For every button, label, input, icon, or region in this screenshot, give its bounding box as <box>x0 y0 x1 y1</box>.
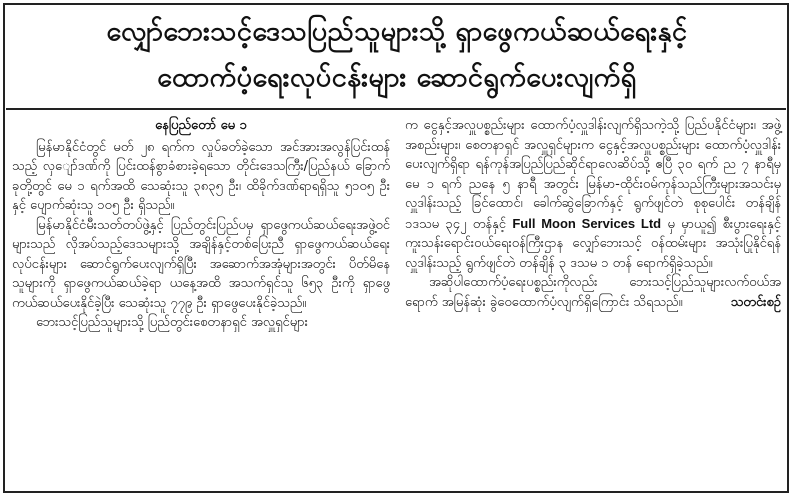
donations-text-cont: မှ မှာယူ၍ စီးပွားရေးနှင့် ကူးသန်းရောင်းဝယ်ရေးဝန်ကြီးဌာန လျှော်ဘေးသင့် ဝန်ထမ်းများ အသုံးပြုနိုင်ရန် လှူဒါန်းသည့် ရွက်ဖျင်တဲ တန်ချိန် ၃ ဒသမ ၁ တန် ရောက်ရှိခဲ့သည်။ <box>405 216 782 271</box>
article-column-right <box>405 116 781 313</box>
donations-text: က ငွေနှင့်အလှူပစ္စည်းများ ထောက်ပံ့လှူဒါန်းလျက်ရှိသကဲ့သို့ ပြည်ပနိုင်ငံများ၊ အဖွဲ့အစည်းများ၊ စေတနာရှင် အလှူရှင်များက ငွေနှင့်အလှူပစ္စည်းများ ထောက်ပံ့လှူဒါန်းပေးလျက်ရှိရာ ရန်ကုန်အပြည်ပြည်ဆိုင်ရာလေဆိပ်သို့ ဧပြီ ၃၀ ရက် ည ၇ နာရီမှ မေ ၁ ရက် ညနေ ၅ နာရီ အတွင်း မြန်မာ-ထိုင်းဝမ်ကုန်သည်ကြီးများအသင်းမှ လှူဒါန်းသည့် ခြင်ထောင်၊ ခေါက်ဆွဲခြောက်နှင့် ရွက်ဖျင်တဲ စုစုပေါင်း တန်ချိန် ၁ဒသမ ၃၄၂ တန်နှင့် <box>405 118 781 232</box>
paragraph-donors-start: ဘေးသင့်ပြည်သူများသို့ ပြည်တွင်းစေတနာရှင် အလှူရှင်များ <box>36 315 308 330</box>
dateline: နေပြည်တော် မေ ၁ <box>155 118 247 133</box>
paragraph-donations <box>405 116 781 273</box>
company-name: Full Moon Services Ltd <box>512 215 662 231</box>
paragraph-casualties: မြန်မာနိုင်ငံတွင် မတ် ၂၈ ရက်က လှုပ်ခတ်ခဲ့သော အင်အားအလွန်ပြင်းထန်သည့် လှျော်ဒဏ်ကို ပြင်းထန်စွာခံစားခဲ့ရသော တိုင်းဒေသကြီး/ပြည်နယ် ခြောက်ခုတို့တွင် မေ ၁ ရက်အထိ သေဆုံးသူ ၃၈၃၅ ဦး၊ ထိခိုက်ဒဏ်ရာရရှိသူ ၅၁၀၅ ဦးနှင့် ပျောက်ဆုံးသူ ၁၀၅ ဦး ရှိသည်။ <box>12 139 390 213</box>
byline: သတင်းစဉ် <box>730 295 781 310</box>
headline-divider <box>6 108 786 110</box>
headline-line-1: လျှော်ဘေးသင့်ဒေသပြည်သူများသို့ ရှာဖွေကယ်ဆယ်ရေးနှင့် <box>106 16 688 47</box>
headline-line-2: ထောက်ပံ့ရေးလုပ်ငန်းများ ဆောင်ရွက်ပေးလျက်ရှိ <box>157 62 637 93</box>
paragraph-rescue: မြန်မာနိုင်ငံမီးသတ်တပ်ဖွဲ့နှင့် ပြည်တွင်းပြည်ပမှ ရှာဖွေကယ်ဆယ်ရေးအဖွဲ့ဝင်များသည် လိုအပ်သည့်ဒေသများသို့ အချိန်နှင့်တစ်ပြေးညီ ရှာဖွေကယ်ဆယ်ရေးလုပ်ငန်းများ ဆောင်ရွက်ပေးလျက်ရှိပြီး အဆောက်အအုံများအတွင်း ပိတ်မိနေသူများကို ရှာဖွေကယ်ဆယ်ခဲ့ရာ ယနေ့အထိ အသက်ရှင်သူ ၆၅၃ ဦးကို ရှာဖွေကယ်ဆယ်ပေးနိုင်ခဲ့ပြီး သေဆုံးသူ ၇၇၉ ဦး ရှာဖွေပေးနိုင်ခဲ့သည်။ <box>12 217 390 311</box>
article-column-left <box>12 116 390 333</box>
paragraph-distribution: အဆိုပါထောက်ပံ့ရေးပစ္စည်းကိုလည်း ဘေးသင့်ပြည်သူများလက်ဝယ်အရောက် အမြန်ဆုံး ခွဲဝေထောက်ပံ့လျက်ရှိကြောင်း သိရသည်။ <box>405 275 781 310</box>
